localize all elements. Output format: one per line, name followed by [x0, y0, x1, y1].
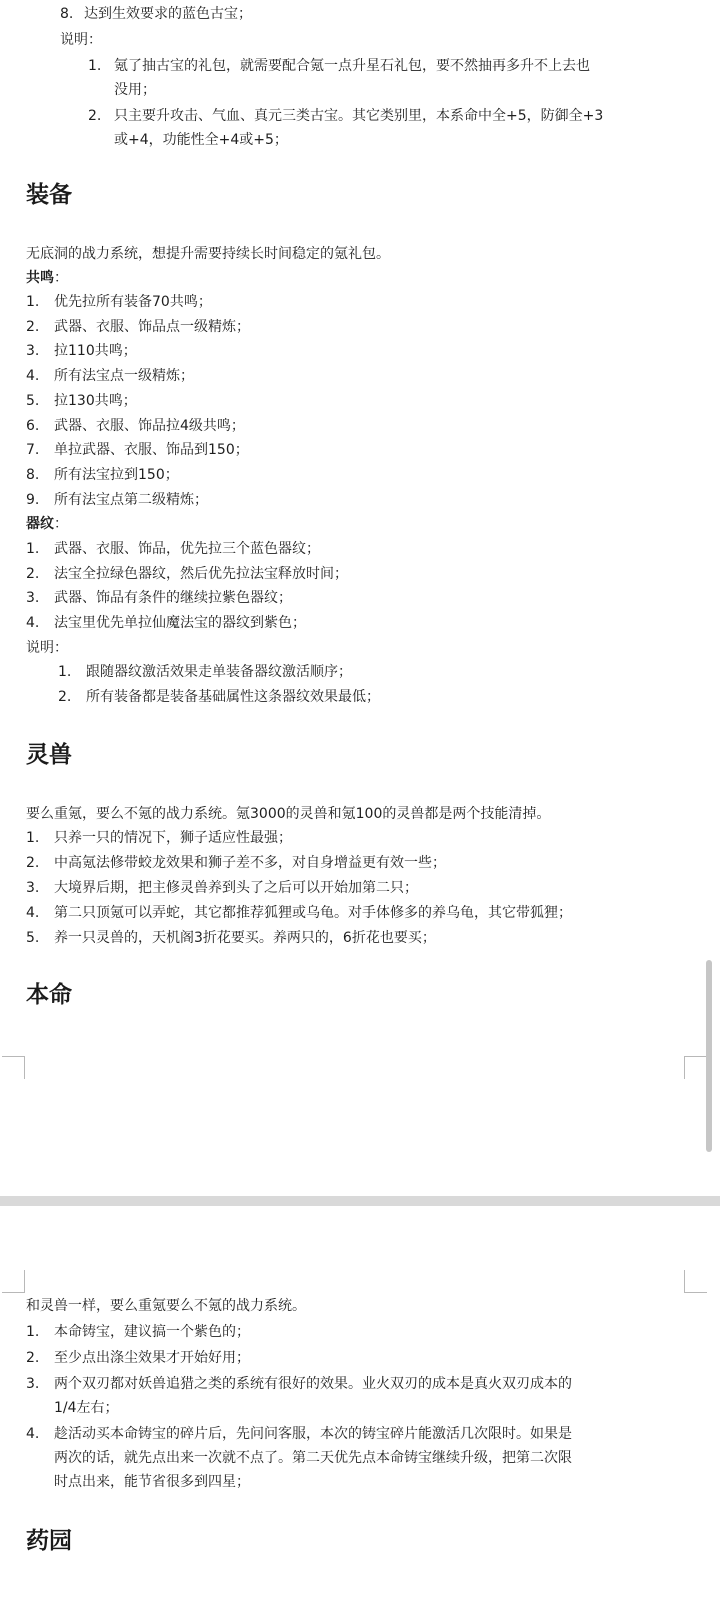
document-page-2	[0, 1206, 720, 1600]
list-item: 单拉武器、衣服、饰品到150；	[54, 442, 249, 459]
scrollbar-thumb[interactable]	[706, 960, 712, 1152]
page-separator	[0, 1196, 720, 1206]
list-item: 只养一只的情况下，狮子适应性最强；	[54, 830, 292, 846]
list-number: 1.	[26, 541, 40, 557]
list-number: 1.	[26, 830, 40, 846]
list-number: 2.	[26, 855, 40, 871]
list-item: 中高氪法修带蛟龙效果和狮子差不多，对自身增益更有效一些；	[54, 855, 446, 871]
list-item: 拉130共鸣；	[54, 392, 137, 409]
list-item: 所有法宝拉到150；	[54, 466, 179, 483]
list-number: 1.	[58, 664, 72, 680]
list-item: 本命铸宝，建议搞一个紫色的；	[54, 1324, 250, 1340]
list-item: 氪了抽古宝的礼包，就需要配合氪一点升星石礼包，要不然抽再多升不上去也	[114, 58, 590, 74]
page-corner-mark	[684, 1270, 707, 1293]
heading-fate: 本命	[26, 982, 72, 1008]
list-item: 武器、衣服、饰品拉4级共鸣；	[54, 417, 245, 434]
list-number: 1.	[26, 294, 40, 310]
list-item: 跟随器纹激活效果走单装备器纹激活顺序；	[86, 664, 352, 680]
pattern-title: 器纹	[26, 516, 54, 532]
list-item: 优先拉所有装备70共鸣；	[54, 294, 212, 310]
heading-spirit-beast: 灵兽	[26, 742, 72, 768]
list-number: 5.	[26, 392, 40, 409]
list-number: 2.	[88, 108, 102, 124]
pattern-label	[26, 514, 68, 534]
list-number: 9.	[26, 491, 40, 508]
list-item: 拉110共鸣；	[54, 343, 137, 360]
list-item-continued: 时点出来，能节省很多到四星；	[54, 1474, 250, 1490]
section-intro: 和灵兽一样，要么重氪要么不氪的战力系统。	[26, 1298, 306, 1314]
list-item: 只主要升攻击、气血、真元三类古宝。其它类别里，本系命中全+5，防御全+3	[114, 108, 604, 124]
list-item: 法宝全拉绿色器纹，然后优先拉法宝释放时间；	[54, 565, 348, 582]
section-intro: 要么重氪，要么不氪的战力系统。氪3000的灵兽和氪100的灵兽都是两个技能清掉。	[26, 806, 551, 822]
list-item: 武器、衣服、饰品，优先拉三个蓝色器纹；	[54, 541, 320, 557]
list-item: 所有法宝点第二级精炼；	[54, 491, 208, 508]
list-item: 武器、衣服、饰品点一级精炼；	[54, 318, 250, 335]
list-item-continued: 或+4，功能性全+4或+5；	[114, 132, 288, 148]
resonance-colon: ：	[54, 270, 68, 286]
note-label: 说明：	[26, 640, 68, 656]
list-number: 3.	[26, 343, 40, 360]
list-number: 6.	[26, 417, 40, 434]
resonance-title: 共鸣	[26, 270, 54, 286]
list-item: 第二只顶氪可以弄蛇，其它都推荐狐狸或乌龟。对手体修多的养乌龟，其它带狐狸；	[54, 905, 572, 921]
list-item: 武器、饰品有条件的继续拉紫色器纹；	[54, 590, 292, 607]
list-number: 3.	[26, 1376, 40, 1392]
page-corner-mark	[2, 1270, 25, 1293]
list-number: 8.	[60, 6, 74, 22]
list-item: 养一只灵兽的，天机阁3折花要买。养两只的，6折花也要买；	[54, 930, 436, 946]
list-number: 3.	[26, 590, 40, 607]
list-number: 7.	[26, 442, 40, 459]
pattern-colon: ：	[54, 516, 68, 532]
list-number: 4.	[26, 615, 40, 632]
list-item-continued: 没用；	[114, 82, 156, 98]
resonance-label	[26, 268, 68, 288]
heading-herb-garden: 药园	[26, 1528, 72, 1554]
list-number: 5.	[26, 930, 40, 946]
list-number: 4.	[26, 1426, 40, 1442]
note-label: 说明：	[60, 32, 102, 48]
list-number: 1.	[26, 1324, 40, 1340]
list-item: 趁活动买本命铸宝的碎片后，先问问客服，本次的铸宝碎片能激活几次限时。如果是	[54, 1426, 572, 1442]
list-number: 2.	[58, 689, 72, 705]
list-number: 2.	[26, 565, 40, 582]
list-item-continued: 两次的话，就先点出来一次就不点了。第二天优先点本命铸宝继续升级，把第二次限	[54, 1450, 572, 1466]
list-item: 至少点出涤尘效果才开始好用；	[54, 1350, 250, 1366]
list-item-continued: 1/4左右；	[54, 1400, 119, 1416]
list-number: 2.	[26, 1350, 40, 1366]
list-number: 4.	[26, 368, 40, 385]
list-item: 所有装备都是装备基础属性这条器纹效果最低；	[86, 689, 380, 705]
list-number: 1.	[88, 58, 102, 74]
page-corner-mark	[2, 1056, 25, 1079]
list-number: 3.	[26, 880, 40, 896]
list-item: 达到生效要求的蓝色古宝；	[84, 6, 252, 22]
heading-equipment: 装备	[26, 182, 72, 208]
section-intro: 无底洞的战力系统，想提升需要持续长时间稳定的氪礼包。	[26, 246, 390, 262]
list-item: 两个双刃都对妖兽追猎之类的系统有很好的效果。业火双刃的成本是真火双刃成本的	[54, 1376, 572, 1392]
page-corner-mark	[684, 1056, 707, 1079]
list-number: 2.	[26, 318, 40, 335]
list-item: 大境界后期，把主修灵兽养到头了之后可以开始加第二只；	[54, 880, 418, 896]
list-item: 法宝里优先单拉仙魔法宝的器纹到紫色；	[54, 615, 306, 632]
list-item: 所有法宝点一级精炼；	[54, 368, 194, 385]
list-number: 8.	[26, 466, 40, 483]
list-number: 4.	[26, 905, 40, 921]
